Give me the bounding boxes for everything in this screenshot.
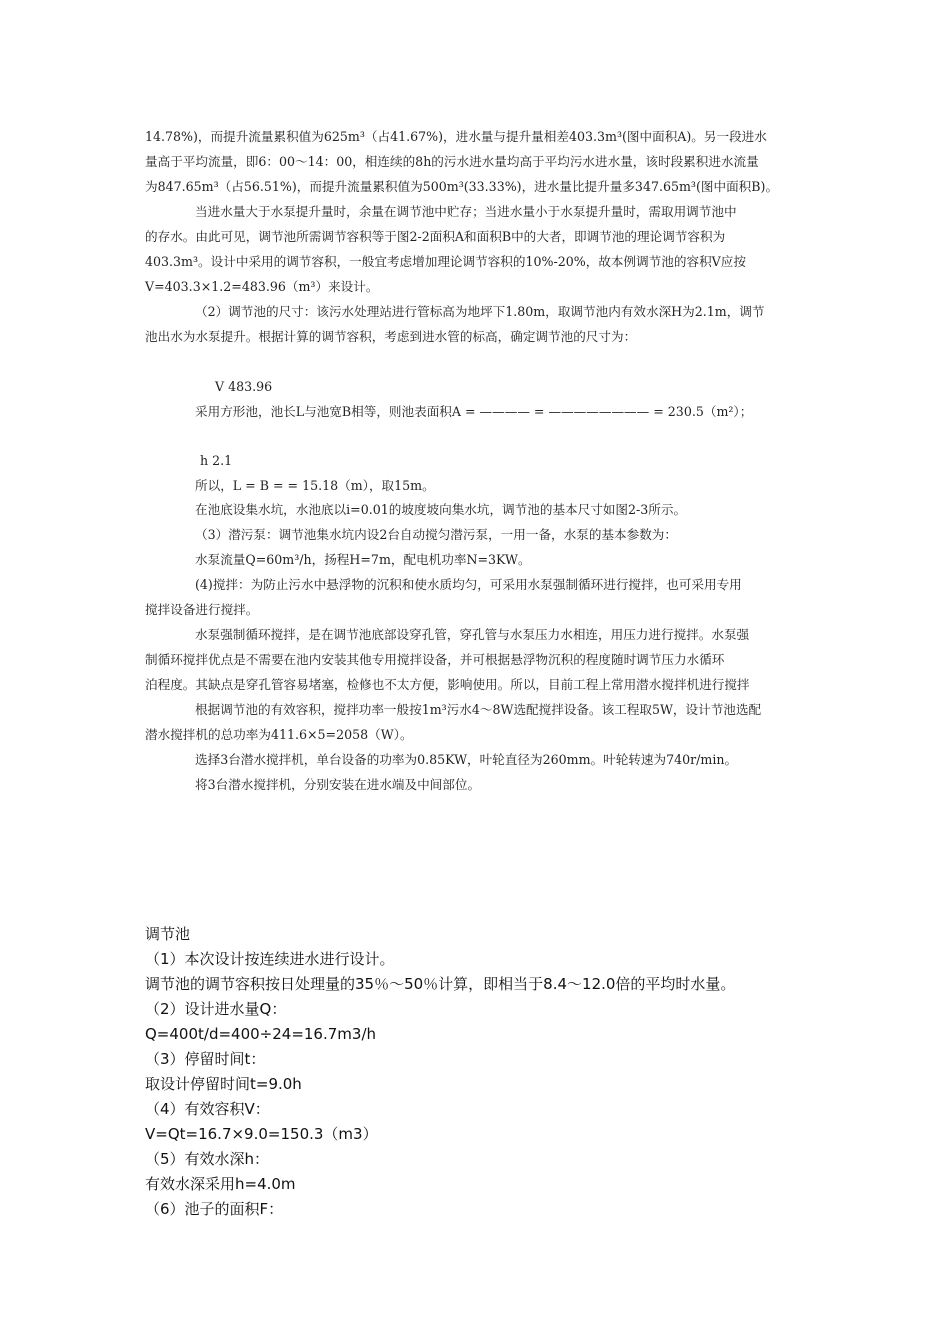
- text-line: 调节池的调节容积按日处理量的35％～50％计算，即相当于8.4～12.0倍的平均时水量。: [145, 975, 736, 993]
- paragraph-line: 量高于平均流量，即6：00～14：00，相连续的8h的污水进水量均高于平均污水进水量，该时段累积进水流量: [145, 154, 759, 169]
- paragraph-line: 的存水。由此可见，调节池所需调节容积等于图2-2面积A和面积B中的大者，即调节池的理论调节容积为: [145, 229, 726, 244]
- paragraph-line: 水泵流量Q=60m³/h，扬程H=7m，配电机功率N=3KW。: [195, 552, 531, 567]
- text-line: （5）有效水深h：: [145, 1150, 270, 1168]
- paragraph-line: 制循环搅拌优点是不需要在池内安装其他专用搅拌设备，并可根据悬浮物沉积的程度随时调节压力水循环: [145, 652, 725, 667]
- paragraph-line: 14.78%)，而提升流量累积值为625m³（占41.67%)，进水量与提升量相差403.3m³(图中面积A)。另一段进水: [145, 129, 767, 144]
- paragraph-line: 在池底设集水坑，水池底以i=0.01的坡度坡向集水坑，调节池的基本尺寸如图2-3所示。: [195, 502, 687, 517]
- paragraph-line: 池出水为水泵提升。根据计算的调节容积，考虑到进水管的标高，确定调节池的尺寸为：: [145, 329, 637, 344]
- paragraph-line: 当进水量大于水泵提升量时，余量在调节池中贮存；当进水量小于水泵提升量时，需取用调节池中: [195, 204, 737, 219]
- paragraph-line: 将3台潜水搅拌机，分别安装在进水端及中间部位。: [195, 777, 481, 792]
- paragraph-line: 403.3m³。设计中采用的调节容积，一般宜考虑增加理论调节容积的10%-20%，故本例调节池的容积V应按: [145, 254, 746, 269]
- text-line: （3）停留时间t：: [145, 1050, 266, 1068]
- paragraph-line: (4)搅拌：为防止污水中悬浮物的沉积和使水质均匀，可采用水泵强制循环进行搅拌，也可采用专用: [195, 577, 742, 592]
- text-line: Q=400t/d=400÷24=16.7m3/h: [145, 1025, 376, 1043]
- paragraph-line: 根据调节池的有效容积，搅拌功率一般按1m³污水4～8W选配搅拌设备。该工程取5W，设计节池选配: [195, 702, 762, 717]
- text-line: （2）设计进水量Q：: [145, 1000, 287, 1018]
- text-line: 取设计停留时间t=9.0h: [145, 1075, 302, 1093]
- paragraph-line: V=403.3×1.2=483.96（m³）来设计。: [145, 279, 379, 294]
- formula-line: 所以，L = B = = 15.18（m），取15m。: [195, 478, 435, 493]
- formula-line: 采用方形池，池长L与池宽B相等，则池表面积A = ———— = ———————— = 230.5（m²）；: [195, 404, 753, 419]
- formula-numerator: V 483.96: [215, 379, 273, 394]
- text-line: 有效水深采用h=4.0m: [145, 1175, 296, 1193]
- paragraph-line: 泊程度。其缺点是穿孔管容易堵塞，检修也不太方便，影响使用。所以，目前工程上常用潜水搅拌机进行搅拌: [145, 677, 750, 692]
- paragraph-line: 选择3台潜水搅拌机，单台设备的功率为0.85KW，叶轮直径为260mm。叶轮转速为740r/min。: [195, 752, 738, 767]
- paragraph-line: 为847.65m³（占56.51%)，而提升流量累积值为500m³(33.33%)，进水量比提升量多347.65m³(图中面积B)。: [145, 179, 779, 194]
- text-line: V=Qt=16.7×9.0=150.3（m3）: [145, 1125, 378, 1143]
- paragraph-line: 潜水搅拌机的总功率为411.6×5=2058（W）。: [145, 727, 413, 742]
- text-line: （4）有效容积V：: [145, 1100, 270, 1118]
- paragraph-line: 搅拌设备进行搅拌。: [145, 602, 259, 617]
- text-line: （6）池子的面积F：: [145, 1200, 284, 1218]
- text-line: （1）本次设计按连续进水进行设计。: [145, 950, 395, 968]
- paragraph-line: 水泵强制循环搅拌，是在调节池底部设穿孔管，穿孔管与水泵压力水相连，用压力进行搅拌。水泵强: [195, 627, 750, 642]
- paragraph-line: （3）潜污泵：调节池集水坑内设2台自动搅匀潜污泵，一用一备，水泵的基本参数为：: [195, 527, 677, 542]
- formula-denominator: h 2.1: [200, 453, 233, 468]
- paragraph-line: （2）调节池的尺寸：该污水处理站进行管标高为地坪下1.80m，取调节池内有效水深H为2.1m，调节: [195, 304, 765, 319]
- section-title: 调节池: [145, 925, 191, 943]
